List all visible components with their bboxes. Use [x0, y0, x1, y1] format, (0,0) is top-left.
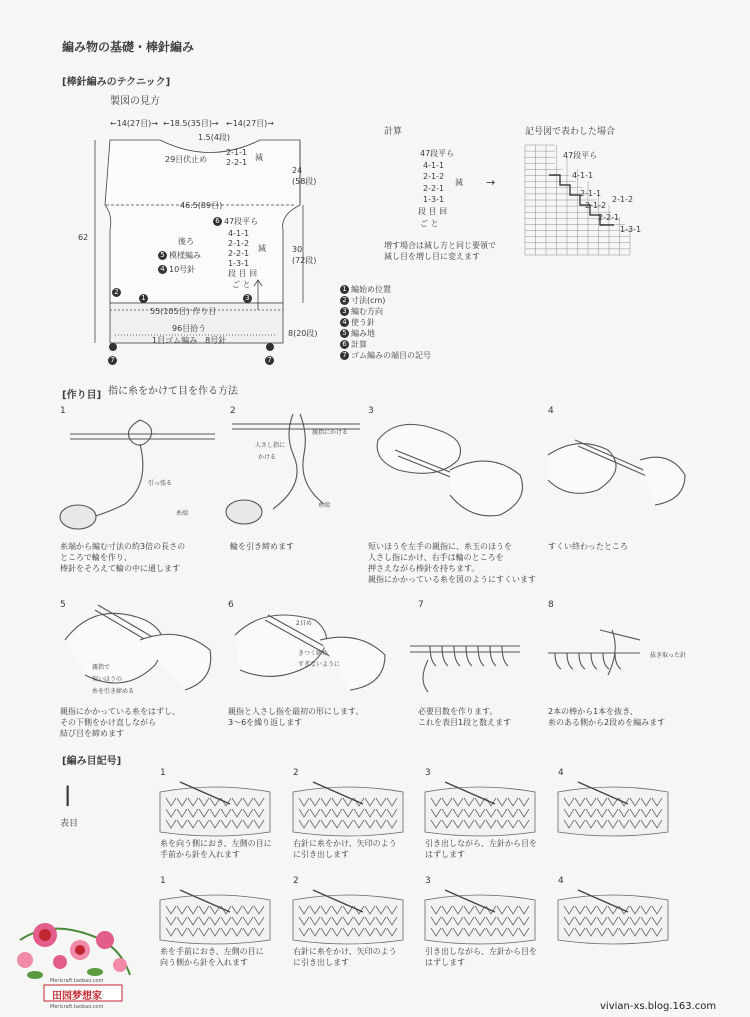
armhole-dec-3: 2-2-1: [228, 249, 250, 258]
calc-note-2: 減し目を増し目に変えます: [384, 252, 480, 261]
step-instruction: その下側をかけ直しながら: [60, 718, 156, 727]
calc-dec-3: 2-2-1: [423, 184, 445, 193]
legend-item: 1 編始め位置: [340, 284, 431, 295]
calc-rows: 47段平ら: [420, 149, 455, 158]
step-instruction: はずします: [425, 850, 465, 859]
calc-units: 段 目 回: [418, 207, 448, 216]
width-label: 46.5(89目): [180, 201, 223, 210]
armhole-each: ご と: [232, 280, 251, 289]
diagram-title: 製図の見方: [110, 96, 160, 107]
illustration-label: 糸を引き締める: [92, 688, 135, 695]
step-number: 1: [60, 406, 66, 416]
step-instruction: 右針に糸をかけ、矢印のよう: [293, 947, 397, 956]
calc-dec-4: 1-3-1: [423, 195, 445, 204]
illustration-label: 2目め: [296, 620, 312, 627]
step-number: 4: [558, 768, 564, 778]
neck-dec-label: 減: [255, 153, 263, 162]
cast-on-header: [作り目]: [62, 390, 102, 401]
calc-note-1: 増す場合は減し方と同じ要領で: [384, 241, 496, 250]
armhole-dec-4: 1-3-1: [228, 259, 250, 268]
armhole-dec-label: 減: [258, 244, 266, 253]
step-instruction: はずします: [425, 958, 465, 967]
step-instruction: 糸を手前におき、左側の目に: [160, 947, 264, 956]
step-instruction: 右針に糸をかけ、矢印のよう: [293, 839, 397, 848]
armhole-rows: 6 47段平ら: [213, 216, 258, 227]
step-instruction: 糸を向う側におき、左側の目に: [160, 839, 272, 848]
calc-title: 計算: [384, 127, 403, 137]
illustration-label: すぎないように: [298, 661, 341, 668]
step-instruction: すくい終わったところ: [548, 542, 628, 551]
illustration-label: 引っ張る: [148, 480, 173, 487]
rib-label: 1目ゴム編み 8号針: [152, 336, 227, 345]
illustration-label: 人さし指に: [255, 442, 286, 449]
step-instruction: 輪を引き締めます: [230, 542, 294, 551]
step-number: 6: [228, 600, 234, 610]
illustration-label: 親指で: [92, 664, 111, 671]
legend-item: 2 寸法(cm): [340, 295, 431, 306]
step-instruction: 人さし指にかけ、右手は輪のところを: [368, 553, 504, 562]
step-number: 3: [425, 768, 431, 778]
illustration-label: 抜き取った針: [650, 652, 687, 659]
symbol-chart-title: 記号図で表わした場合: [525, 127, 616, 137]
symbol-dec-5: 1-3-1: [620, 225, 642, 234]
symbol-dec-1: 4-1-1: [572, 171, 594, 180]
legend-item: 6 計算: [340, 339, 431, 350]
arrow-icon: →: [486, 176, 496, 189]
step-instruction: 押さえながら棒針を持ちます。: [368, 564, 480, 573]
symbol-dec-4: 2-2-1: [598, 213, 620, 222]
step-instruction: に引き出します: [293, 958, 349, 967]
step-instruction: 3～6を繰り返します: [228, 718, 303, 727]
marker-1: 1: [139, 293, 150, 304]
step-instruction: に引き出します: [293, 850, 349, 859]
step-number: 5: [60, 600, 66, 610]
step-instruction: 2本の棒から1本を抜き、: [548, 707, 638, 716]
step-instruction: 手前から針を入れます: [160, 850, 240, 859]
neck-dec-1: 2-1-1: [226, 148, 248, 157]
illustration-label: きつく締め: [298, 650, 329, 657]
cast-on-subtitle: 指に糸をかけて目を作る方法: [108, 386, 238, 397]
step-instruction: 向う側から針を入れます: [160, 958, 248, 967]
symbol-dec-2: 2-1-1: [580, 189, 602, 198]
step-number: 4: [558, 876, 564, 886]
watermark-url-2: Mericraft.taobao.com: [50, 1004, 104, 1010]
step-number: 3: [425, 876, 431, 886]
marker-7a: 7: [108, 355, 119, 366]
step-number: 2: [293, 768, 299, 778]
cast-on-label: 55(105目) 作り目: [150, 307, 217, 316]
step-instruction: これを表目1段と数えます: [418, 718, 512, 727]
watermark-title: 田园梦想家: [52, 991, 102, 1002]
watermark-url-1: Mericraft.taobao.com: [50, 978, 104, 984]
marker-7b: 7: [265, 355, 276, 366]
calc-dec-2: 2-1-2: [423, 172, 445, 181]
step-instruction: 結び目を締めます: [60, 729, 124, 738]
right-rib-dim: 8(20段): [288, 329, 318, 338]
symbol-rows: 47段平ら: [563, 151, 598, 160]
right-body-dim: 30 (72段): [292, 245, 317, 265]
step-instruction: 親指にかかっている糸を図のようにすくいます: [368, 575, 536, 584]
armhole-units: 段 目 回: [228, 269, 258, 278]
step-instruction: 引き出しながら、左針から目を: [425, 839, 537, 848]
step-instruction: ところで輪を作り、: [60, 553, 132, 562]
step-number: 3: [368, 406, 374, 416]
calc-dec-1: 4-1-1: [423, 161, 445, 170]
step-number: 2: [230, 406, 236, 416]
step-instruction: 糸のある側から2段めを編みます: [548, 718, 666, 727]
stitch-pattern: 5 模様編み: [158, 250, 201, 261]
step-instruction: 引き出しながら、左針から目を: [425, 947, 537, 956]
technique-header: [棒針編みのテクニック]: [62, 77, 171, 88]
page-title: 編み物の基礎・棒針編み: [62, 40, 195, 54]
footer-url: vivian-xs.blog.163.com: [600, 1001, 717, 1012]
legend-item: 4 使う針: [340, 317, 431, 328]
top-dim-right: ←14(27目)→: [226, 119, 275, 128]
step-instruction: 必要目数を作ります。: [418, 707, 498, 716]
step-number: 4: [548, 406, 554, 416]
illustration-label: 親指にかける: [312, 429, 349, 436]
armhole-dec-2: 2-1-2: [228, 239, 250, 248]
calc-each: ご と: [420, 219, 439, 228]
step-number: 8: [548, 600, 554, 610]
symbol-dec-3b: 2-1-2: [612, 195, 634, 204]
step-number: 1: [160, 768, 166, 778]
needle-main: 4 10号針: [158, 264, 195, 275]
step-instruction: 短いほうを左手の親指に、糸玉のほうを: [368, 542, 512, 551]
top-dim-center: ←18.5(35目)→: [163, 119, 219, 128]
knit-symbol: |: [64, 782, 72, 806]
armhole-dec-1: 4-1-1: [228, 229, 250, 238]
pick-up-label: 96目拾う: [172, 324, 207, 333]
step-number: 2: [293, 876, 299, 886]
back-label: 後ろ: [178, 237, 194, 246]
neck-dec-2: 2-2-1: [226, 158, 248, 167]
illustration-label: かける: [258, 454, 277, 461]
legend-item: 3 編む方向: [340, 306, 431, 317]
height-total: 62: [78, 233, 89, 242]
illustration-label: 短いほうの: [92, 676, 123, 683]
step-instruction: 親指と人さし指を最初の形にします。: [228, 707, 364, 716]
step-instruction: 親指にかかっている糸をはずし、: [60, 707, 180, 716]
symbol-dec-3: 2-1-2: [585, 201, 607, 210]
step-instruction: 糸端から編む寸法の約3倍の長さの: [60, 542, 186, 551]
right-armhole-dim: 24 (58段): [292, 166, 317, 186]
legend-item: 5 編み地: [340, 328, 431, 339]
marker-2: 2: [112, 287, 123, 298]
calc-dec-label: 減: [455, 178, 463, 187]
knit-name: 表目: [60, 819, 79, 829]
step-instruction: 棒針をそろえて輪の中に通します: [60, 564, 180, 573]
illustration-label: 糸端: [176, 510, 189, 517]
legend-item: 7 ゴム編みの端目の記号: [340, 350, 431, 361]
neck-depth: 1.5(4段): [198, 133, 231, 142]
step-number: 1: [160, 876, 166, 886]
neck-bind-off: 29目伏止め: [165, 155, 208, 164]
illustration-label: 糸端: [318, 502, 331, 509]
step-number: 7: [418, 600, 424, 610]
top-dim-left: ←14(27目)→: [110, 119, 159, 128]
marker-3: 3: [243, 293, 254, 304]
symbol-header: [編み目記号]: [62, 756, 122, 767]
